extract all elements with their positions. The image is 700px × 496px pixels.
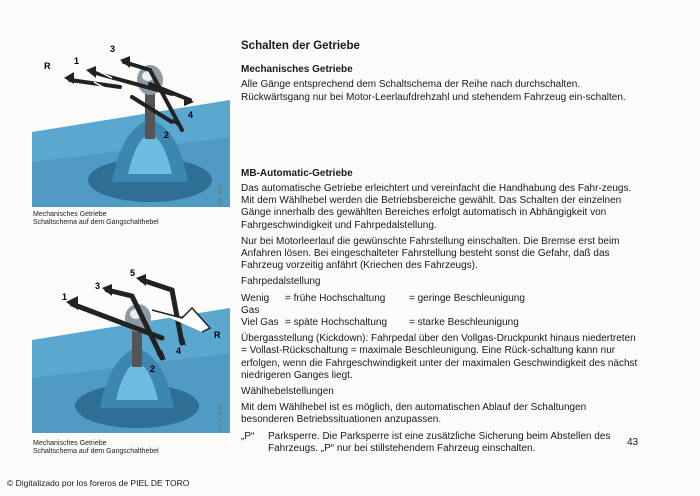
subheading: Wählhebelstellungen <box>241 386 334 398</box>
paragraph: Das automatische Getriebe erleichtert und vereinfacht die Handhabung des Fahr-zeugs. Mit dem Wählhebel werden die Betriebsbereiche gewählt. Das Schalten der einzelnen Gänge innerhalb des gewählten Bereiches erfolgt automatisch in Abhängigkeit von Fahrgeschwindigkeit und Fahrpedalstellung. <box>241 183 632 231</box>
figure-code: VG 21 958 <box>218 405 224 432</box>
gear-label: 2 <box>164 130 170 140</box>
gearshift-diagram-1 <box>32 42 230 212</box>
gear-label: 1 <box>62 292 68 302</box>
paragraph: Übergasstellung (Kickdown): Fahrpedal über den Vollgas-Druckpunkt hinaus niedertreten = Vollast-Rückschaltung = maximale Beschleunigung. Eine Rück-schaltung kann nur erfolgen, wenn die Fahrgeschwindigkeit unter der maximalen Geschwindigkeit des nächst niedrigeren Ganges liegt. <box>241 333 638 381</box>
gearshift-diagram-2 <box>32 268 230 438</box>
pedal-row: Wenig Gas = frühe Hochschaltung = geringe Beschleunigung <box>241 292 525 316</box>
footer-credit: © Digitalizado por los foreros de PIEL DE TORO <box>7 478 190 488</box>
page-title: Schalten der Getriebe <box>241 40 360 52</box>
section-heading: Mechanisches Getriebe <box>241 64 353 76</box>
figure-code: MB 3044 <box>218 183 224 206</box>
pedal-row: Viel Gas = späte Hochschaltung = starke Beschleunigung <box>241 317 519 329</box>
gear-label: 4 <box>188 110 194 120</box>
gear-label: 3 <box>110 44 116 54</box>
figure-caption: Mechanisches Getriebe Schaltschema auf dem Gangschalthebel <box>33 211 159 226</box>
gear-label: R <box>44 61 51 71</box>
gear-label: 2 <box>150 364 156 374</box>
gear-label: 1 <box>74 56 80 66</box>
gear-label: 3 <box>95 281 101 291</box>
gear-label: 5 <box>130 268 136 278</box>
section-heading: MB-Automatic-Getriebe <box>241 167 353 179</box>
park-item: „P“ Parksperre. Die Parksperre ist eine zusätzliche Sicherung beim Abstellen des Fahrzeugs. „P“ nur bei stillstehendem Fahrzeug einschalten. <box>241 430 611 454</box>
page-number: 43 <box>627 437 639 448</box>
figure-caption: Mechanisches Getriebe Schaltschema auf dem Gangschalthebel <box>33 440 159 455</box>
paragraph: Nur bei Motorleerlauf die gewünschte Fahrstellung einschalten. Die Bremse erst beim Anfahren lösen. Bei eingeschalteter Fahrstellung besteht sonst die Gefahr, daß das Fahrzeug vorzeitig anfährt (Kriechen des Fahrzeugs). <box>241 235 620 272</box>
subheading: Fahrpedalstellung <box>241 276 321 288</box>
paragraph: Alle Gänge entsprechend dem Schaltschema der Reihe nach durchschalten. Rückwärtsgang nur bei Motor-Leerlaufdrehzahl und stehendem Fahrzeug ein-schalten. <box>241 79 626 103</box>
gear-label: R <box>214 330 221 340</box>
paragraph: Mit dem Wählhebel ist es möglich, den automatischen Ablauf der Schaltungen besonderen Betriebssituationen anzupassen. <box>241 402 587 426</box>
gear-label: 4 <box>176 346 182 356</box>
main-content <box>241 40 641 455</box>
